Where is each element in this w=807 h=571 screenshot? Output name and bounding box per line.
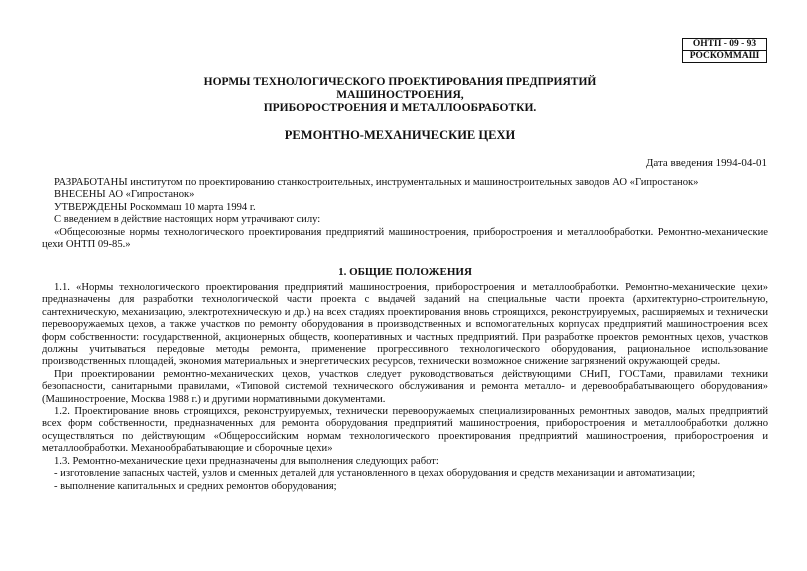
paragraph-1-1: 1.1. «Нормы технологического проектирования предприятий машиностроения, приборостроения и металлообработки. Ремонтно-механические цехи» предназначены для разработки технологической части проекта с выдачей заданий на специальные части проекта (архитектурно-строительную, сантехническую, механизацию, электротехническую и др.) на всех стадиях проектирования вновь строящихся, реконструируемых, расширяемых и технически перевооружаемых цехов, а также участков по ремонту оборудования в производственных и вспомогательных корпусах предприятий машиностроения всех форм собственности: государственной, акционерных обществ, кооперативных и частных предприятий. При разработке проектов ремонтных цехов, участков должны учитываться передовые методы ремонта, применение прогрессивного технологического оборудования, рациональное использование производственных площадей, экономия материальных и энергетических ресурсов, технически возможное снижение загрязнений окружающей среды. bbox=[42, 282, 768, 368]
list-item: - изготовление запасных частей, узлов и сменных деталей для установленного в цехах оборудования и средств механизации и автоматизации; bbox=[54, 468, 696, 480]
document-subtitle: РЕМОНТНО-МЕХАНИЧЕСКИЕ ЦЕХИ bbox=[284, 128, 516, 142]
document-code-box bbox=[682, 38, 767, 63]
document-title-line-1: НОРМЫ ТЕХНОЛОГИЧЕСКОГО ПРОЕКТИРОВАНИЯ ПРЕДПРИЯТИЙ bbox=[203, 76, 597, 88]
document-title-line-3: ПРИБОРОСТРОЕНИЯ И МЕТАЛЛООБРАБОТКИ. bbox=[263, 102, 537, 114]
document-title-line-2: МАШИНОСТРОЕНИЯ, bbox=[336, 89, 464, 101]
document-org: РОСКОММАШ bbox=[689, 51, 760, 61]
introduction-date: Дата введения 1994-04-01 bbox=[645, 157, 767, 169]
section-body bbox=[42, 282, 768, 493]
introduced-by: ВНЕСЕНЫ АО «Гипростанок» bbox=[54, 189, 195, 201]
developed-by: РАЗРАБОТАНЫ институтом по проектированию станкостроительных, инструментальных и машиностроительных заводов АО «Гипростанок» bbox=[54, 177, 699, 188]
paragraph-1-2: 1.2. Проектирование вновь строящихся, реконструируемых, технически перевооружаемых специализированных ремонтных заводов, малых предприятий всех форм собственности, предназначенных для ремонта оборудования предприятий машиностроения, приборостроения и металлообработки должно осуществляться по действующим «Общероссийским нормам технологического проектирования предприятий машиностроения, приборостроения и металлообработки. Механообрабатывающие и сборочные цехи» bbox=[42, 406, 768, 455]
paragraph-1-3: 1.3. Ремонтно-механические цехи предназначены для выполнения следующих работ: bbox=[54, 455, 439, 467]
approved-by: УТВЕРЖДЕНЫ Роскоммаш 10 марта 1994 г. bbox=[54, 201, 256, 213]
paragraph-1-1b: При проектировании ремонтно-механических цехов, участков следует руководствоваться действующими СНиП, ГОСТами, правилами техники безопасности, санитарными правилами, «Типовой системой технического обслуживания и ремонта металло- и деревообрабатывающего оборудования» (Машиностроение, Москва 1988 г.) и другими нормативными документами. bbox=[42, 368, 768, 405]
superseded-intro: С введением в действие настоящих норм утрачивают силу: bbox=[54, 214, 321, 226]
list-item: - выполнение капитальных и средних ремонтов оборудования; bbox=[54, 480, 337, 492]
metadata-block bbox=[42, 177, 768, 251]
superseded-document: «Общесоюзные нормы технологического проектирования предприятий машиностроения, приборостроения и металлообработки. Ремонтно-механические цехи ОНТП 09-85.» bbox=[42, 226, 768, 251]
section-title: 1. ОБЩИЕ ПОЛОЖЕНИЯ bbox=[338, 266, 472, 278]
document-code: ОНТП - 09 - 93 bbox=[683, 39, 766, 51]
